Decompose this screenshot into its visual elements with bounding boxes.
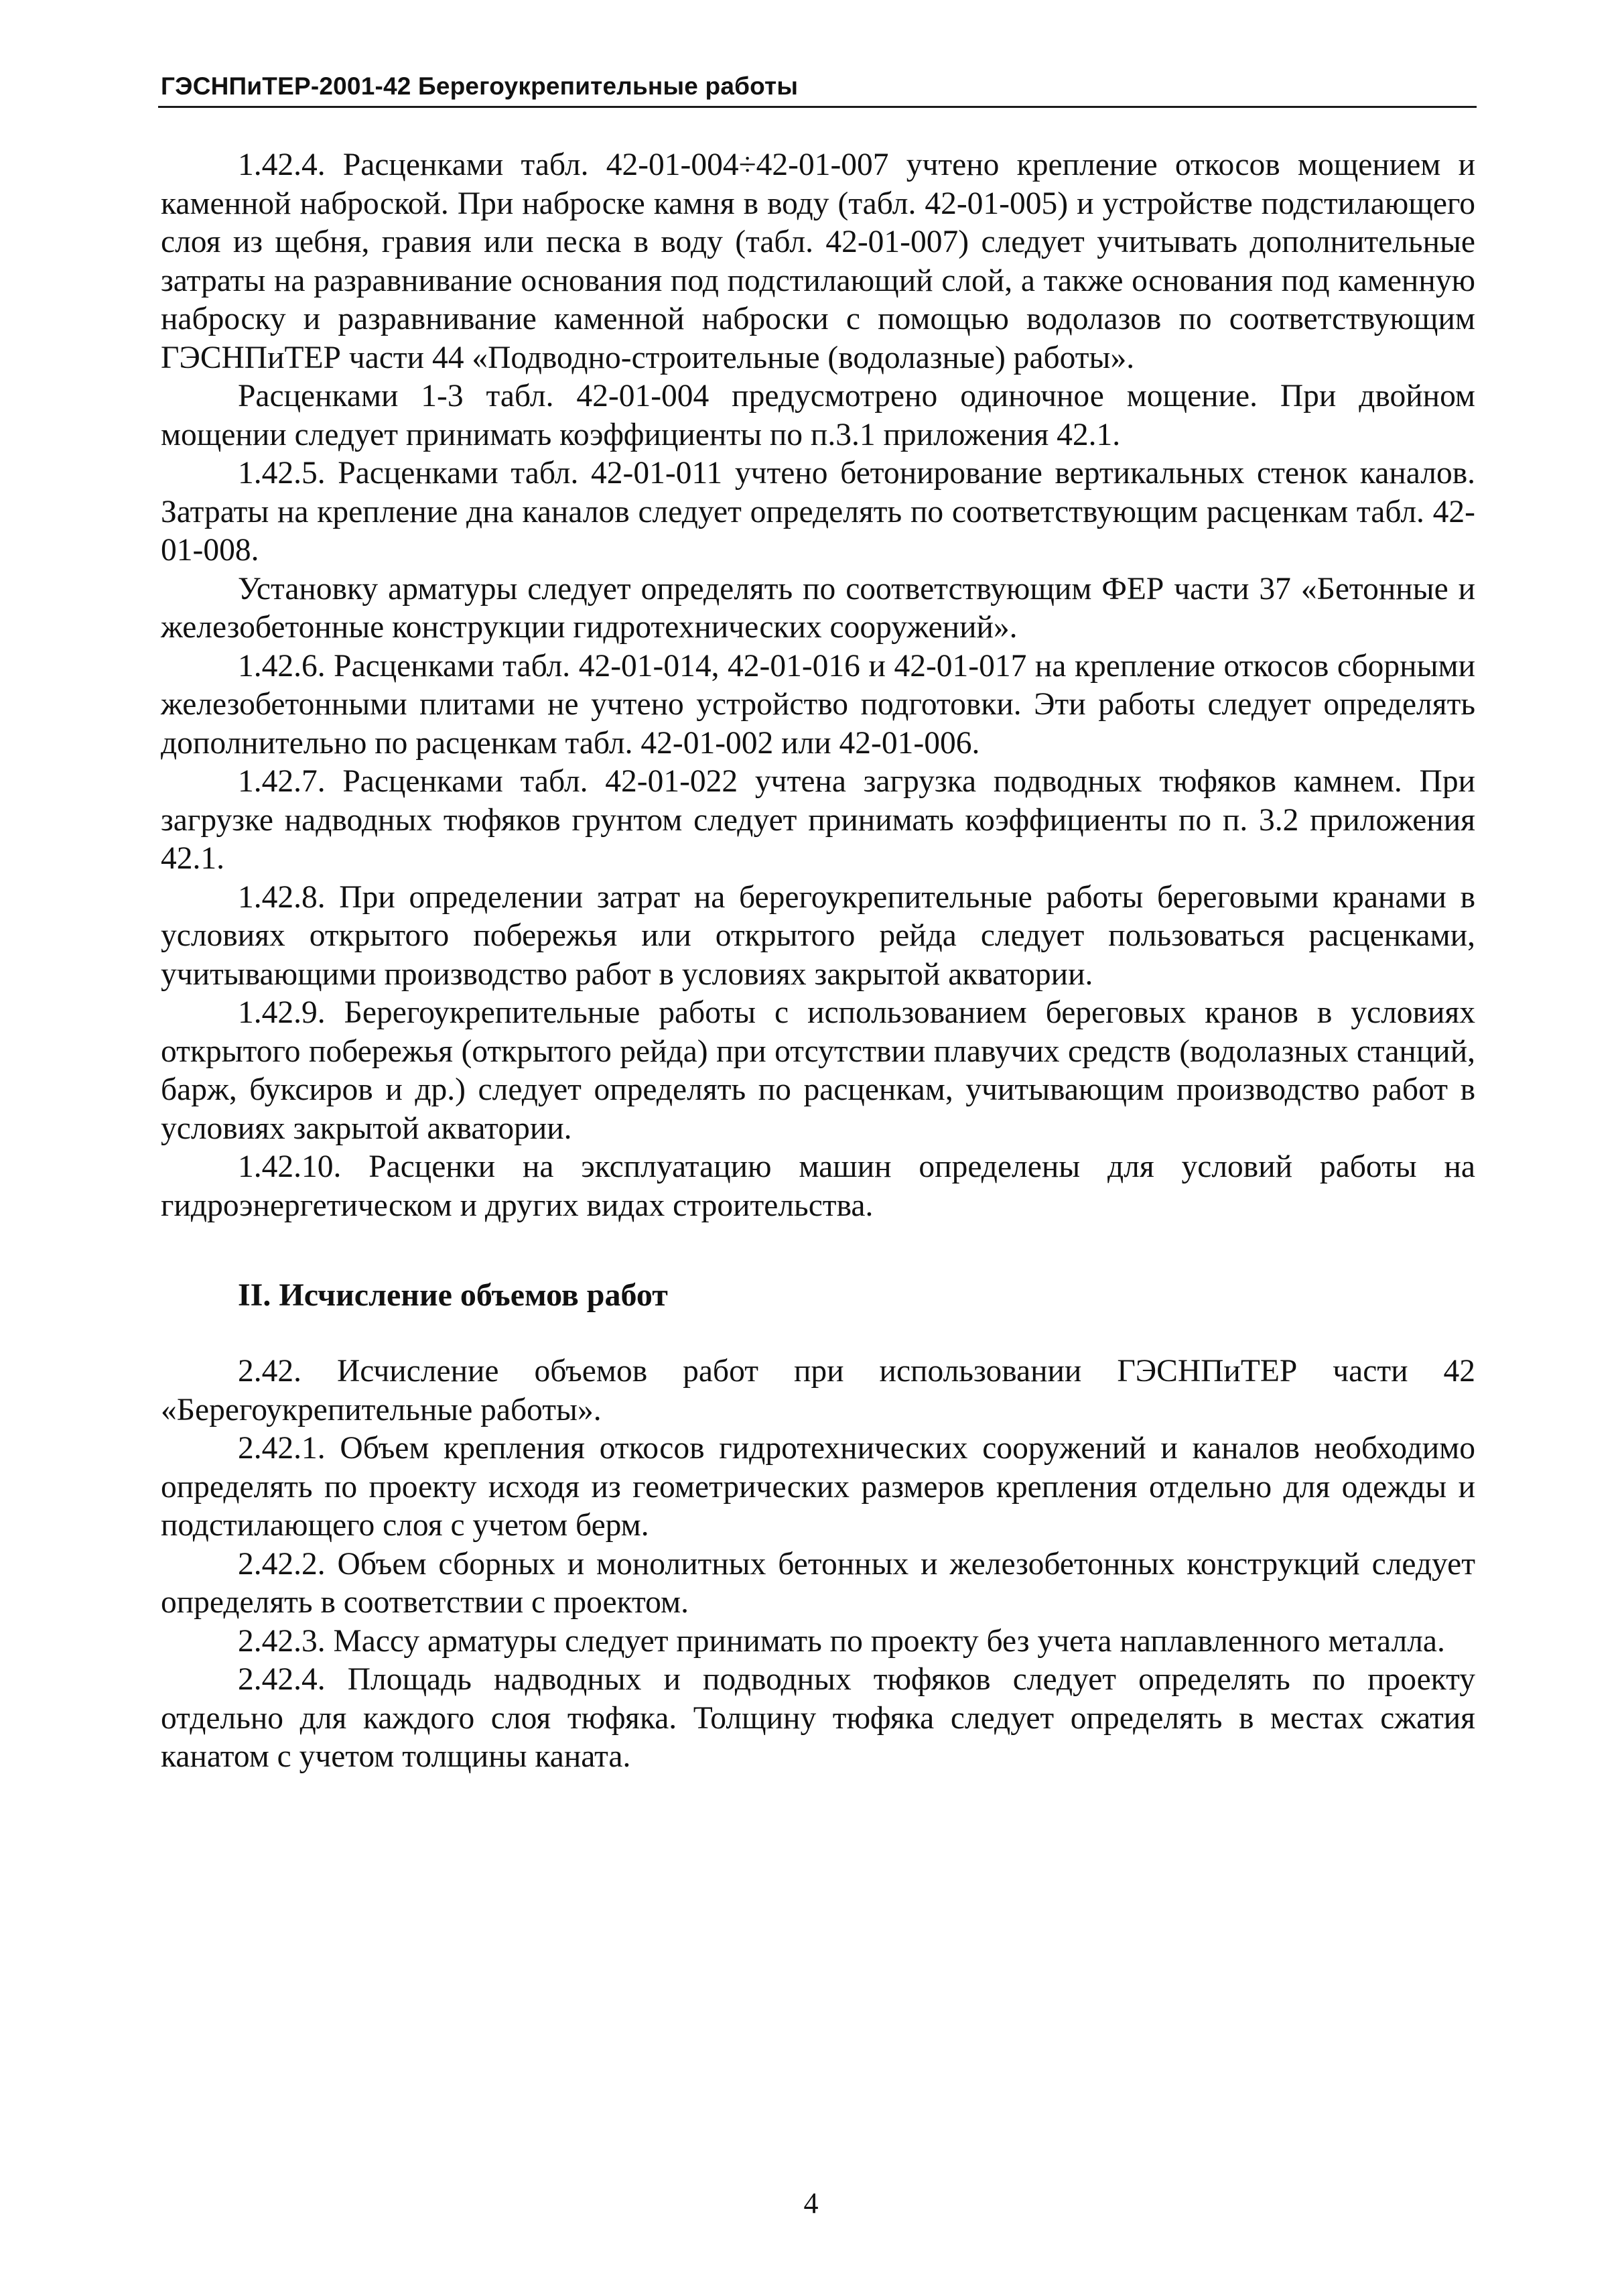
section-2-body <box>161 1352 1475 1777</box>
paragraph-2-42-1: 2.42.1. Объем крепления откосов гидротехнических сооружений и каналов необходимо определять по проекту исходя из геометрических размеров крепления отдельно для одежды и подстилающего слоя с учетом берм. <box>161 1431 1475 1543</box>
paragraph-1-42-7: 1.42.7. Расценками табл. 42-01-022 учтена загрузка подводных тюфяков камнем. При загрузке надводных тюфяков грунтом следует принимать коэффициенты по п. 3.2 приложения 42.1. <box>161 764 1475 876</box>
paragraph-1-42-6: 1.42.6. Расценками табл. 42-01-014, 42-01-016 и 42-01-017 на крепление откосов сборными железобетонными плитами не учтено устройство подготовки. Эти работы следует определять дополнительно по расценкам табл. 42-01-002 или 42-01-006. <box>161 648 1475 761</box>
paragraph-2-42-4: 2.42.4. Площадь надводных и подводных тюфяков следует определять по проекту отдельно для каждого слоя тюфяка. Толщину тюфяка следует определять в местах сжатия канатом с учетом толщины каната. <box>161 1662 1475 1774</box>
section-1-body <box>161 146 1475 1225</box>
section-2-heading: II. Исчисление объемов работ <box>238 1277 668 1313</box>
paragraph-1-42-8: 1.42.8. При определении затрат на берегоукрепительные работы береговыми кранами в условиях открытого побережья или открытого рейда следует пользоваться расценками, учитывающими производство работ в условиях закрытой акватории. <box>161 879 1475 992</box>
paragraph-1-42-9: 1.42.9. Берегоукрепительные работы с использованием береговых кранов в условиях открытого побережья (открытого рейда) при отсутствии плавучих средств (водолазных станций, барж, буксиров и др.) следует определять по расценкам, учитывающим производство работ в условиях закрытой акватории. <box>161 995 1475 1146</box>
paragraph-1-42-5: 1.42.5. Расценками табл. 42-01-011 учтено бетонирование вертикальных стенок каналов. Затраты на крепление дна каналов следует определять по соответствующим расценкам табл. 42-01-008. <box>161 456 1475 568</box>
paragraph-paving-note: Расценками 1-3 табл. 42-01-004 предусмотрено одиночное мощение. При двойном мощении следует принимать коэффициенты по п.3.1 приложения 42.1. <box>161 379 1475 452</box>
paragraph-reinforcement-note: Установку арматуры следует определять по соответствующим ФЕР части 37 «Бетонные и железобетонные конструкции гидротехнических сооружений». <box>161 571 1475 645</box>
paragraph-1-42-4: 1.42.4. Расценками табл. 42-01-004÷42-01-007 учтено крепление откосов мощением и каменной наброской. При наброске камня в воду (табл. 42-01-005) и устройстве подстилающего слоя из щебня, гравия или песка в воду (табл. 42-01-007) следует учитывать дополнительные затраты на разравнивание основания под подстилающий слой, а также основания под каменную наброску и разравнивание каменной наброски с помощью водолазов по соответствующим ГЭСНПиТЕР части 44 «Подводно-строительные (водолазные) работы». <box>161 147 1475 375</box>
paragraph-2-42-2: 2.42.2. Объем сборных и монолитных бетонных и железобетонных конструкций следует определять в соответствии с проектом. <box>161 1546 1475 1620</box>
paragraph-2-42-3: 2.42.3. Массу арматуры следует принимать по проекту без учета наплавленного металла. <box>238 1623 1445 1659</box>
header-rule <box>158 106 1477 108</box>
paragraph-2-42: 2.42. Исчисление объемов работ при использовании ГЭСНПиТЕР части 42 «Берегоукрепительные работы». <box>161 1354 1475 1427</box>
page-number: 4 <box>803 2187 819 2220</box>
paragraph-1-42-10: 1.42.10. Расценки на эксплуатацию машин определены для условий работы на гидроэнергетическом и других видах строительства. <box>161 1149 1475 1223</box>
running-header: ГЭСНПиТЕР-2001-42 Берегоукрепительные работы <box>161 72 799 100</box>
